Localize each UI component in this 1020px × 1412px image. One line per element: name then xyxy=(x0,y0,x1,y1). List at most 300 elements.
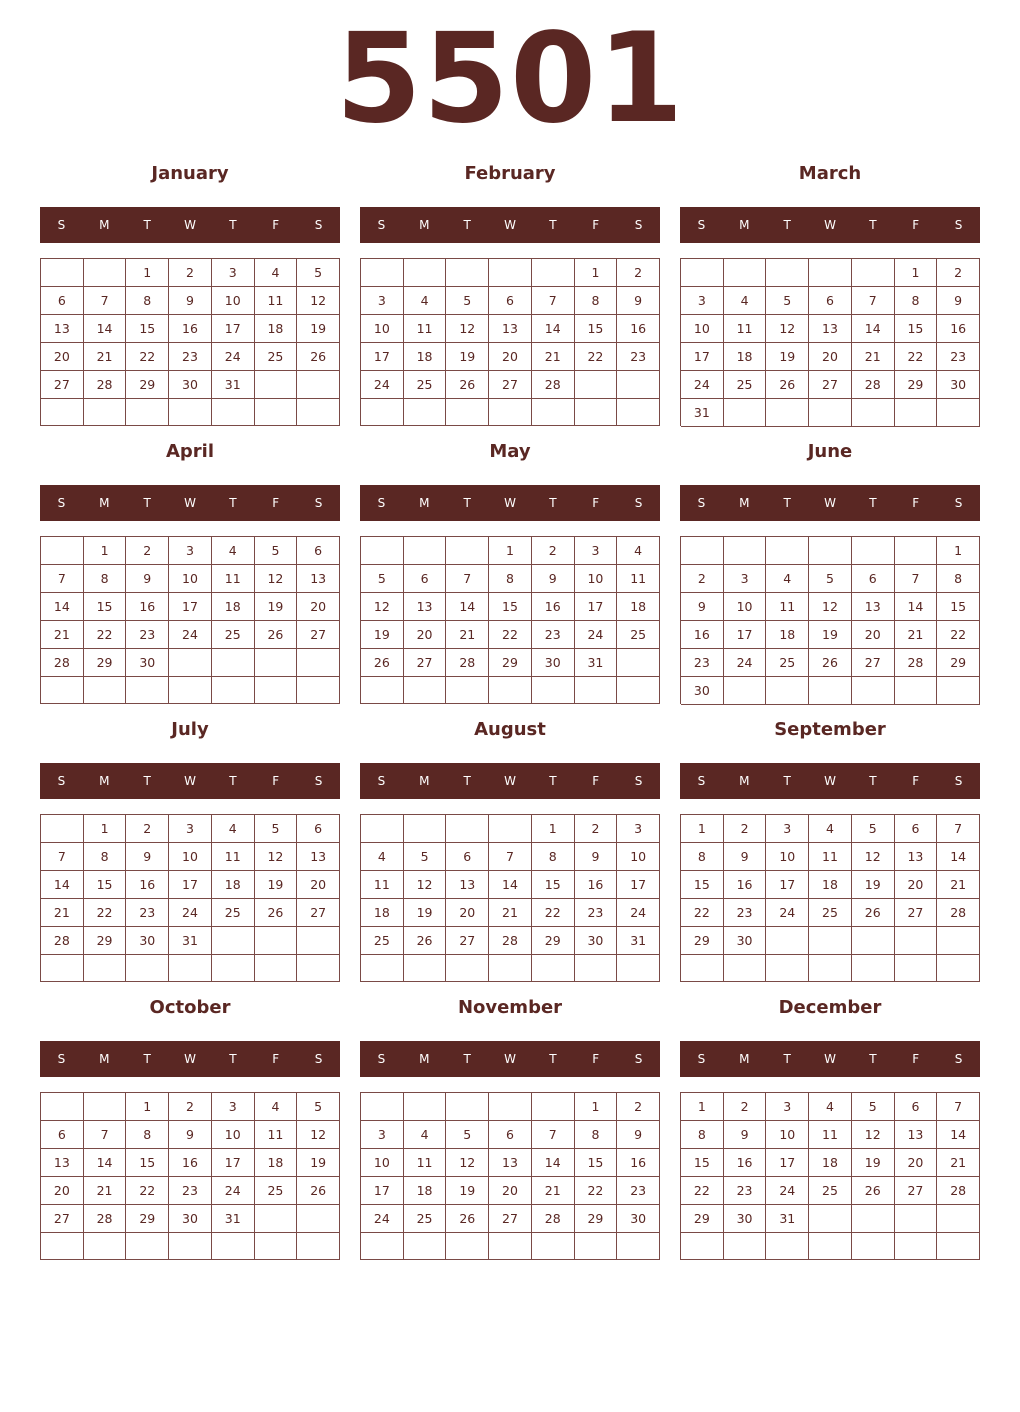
day-cell: 20 xyxy=(489,1177,532,1205)
day-cell: 6 xyxy=(41,1121,84,1149)
empty-cell xyxy=(361,677,404,704)
day-cell: 5 xyxy=(361,565,404,593)
weekday-label: S xyxy=(57,774,66,788)
weekday-label: T xyxy=(783,496,791,510)
month-title: March xyxy=(798,163,862,184)
day-cell: 8 xyxy=(126,1121,169,1149)
weekday-label: T xyxy=(869,774,877,788)
weekday-label: M xyxy=(419,496,430,510)
day-cell: 5 xyxy=(255,537,298,565)
empty-cell xyxy=(617,955,660,982)
day-cell: 26 xyxy=(297,343,340,371)
day-cell: 22 xyxy=(895,343,938,371)
empty-cell xyxy=(84,677,127,704)
day-cell: 3 xyxy=(169,537,212,565)
empty-cell xyxy=(361,259,404,287)
day-cell: 21 xyxy=(895,621,938,649)
empty-cell xyxy=(446,259,489,287)
weekday-label: S xyxy=(954,1052,963,1066)
day-cell: 8 xyxy=(681,1121,724,1149)
empty-cell xyxy=(255,371,298,399)
day-cell: 23 xyxy=(575,899,618,927)
day-cell: 20 xyxy=(852,621,895,649)
empty-cell xyxy=(169,677,212,704)
day-cell: 9 xyxy=(126,843,169,871)
day-cell: 23 xyxy=(681,649,724,677)
day-cell: 2 xyxy=(937,259,980,287)
empty-cell xyxy=(895,399,938,427)
day-cell: 2 xyxy=(724,815,767,843)
day-cell: 21 xyxy=(937,871,980,899)
weekday-label: T xyxy=(783,774,791,788)
day-cell: 8 xyxy=(575,1121,618,1149)
day-cell: 24 xyxy=(681,371,724,399)
day-cell: 30 xyxy=(169,371,212,399)
day-cell: 14 xyxy=(41,593,84,621)
day-cell: 2 xyxy=(681,565,724,593)
day-cell: 14 xyxy=(895,593,938,621)
day-cell: 27 xyxy=(446,927,489,955)
day-cell: 26 xyxy=(297,1177,340,1205)
weekday-header xyxy=(680,207,980,243)
day-cell: 5 xyxy=(446,287,489,315)
weekday-label: S xyxy=(314,496,323,510)
day-cell: 30 xyxy=(126,927,169,955)
day-cell: 5 xyxy=(852,815,895,843)
empty-cell xyxy=(404,1233,447,1260)
empty-cell xyxy=(575,955,618,982)
weekday-label: M xyxy=(99,1052,110,1066)
weekday-label: T xyxy=(143,774,151,788)
empty-cell xyxy=(575,371,618,399)
day-cell: 16 xyxy=(724,871,767,899)
day-cell: 28 xyxy=(446,649,489,677)
day-cell: 10 xyxy=(169,565,212,593)
day-cell: 20 xyxy=(297,593,340,621)
empty-cell xyxy=(809,927,852,955)
empty-cell xyxy=(255,1233,298,1260)
weekday-label: M xyxy=(419,774,430,788)
weekday-header xyxy=(40,485,340,521)
empty-cell xyxy=(41,1093,84,1121)
day-cell: 19 xyxy=(361,621,404,649)
empty-cell xyxy=(126,677,169,704)
empty-cell xyxy=(809,259,852,287)
day-cell: 27 xyxy=(489,371,532,399)
empty-cell xyxy=(41,537,84,565)
day-cell: 2 xyxy=(532,537,575,565)
day-cell: 12 xyxy=(446,1149,489,1177)
day-cell: 13 xyxy=(489,1149,532,1177)
day-cell: 22 xyxy=(575,1177,618,1205)
day-cell: 2 xyxy=(617,259,660,287)
day-cell: 25 xyxy=(212,899,255,927)
day-cell: 7 xyxy=(895,565,938,593)
day-cell: 18 xyxy=(724,343,767,371)
weekday-label: T xyxy=(229,496,237,510)
day-cell: 2 xyxy=(575,815,618,843)
day-cell: 14 xyxy=(489,871,532,899)
day-cell: 4 xyxy=(404,1121,447,1149)
empty-cell xyxy=(404,955,447,982)
day-cell: 13 xyxy=(41,315,84,343)
weekday-label: S xyxy=(697,774,706,788)
day-cell: 22 xyxy=(84,621,127,649)
day-cell: 6 xyxy=(489,287,532,315)
day-cell: 5 xyxy=(852,1093,895,1121)
weekday-label: M xyxy=(739,218,750,232)
weekday-header xyxy=(360,207,660,243)
day-cell: 13 xyxy=(895,1121,938,1149)
empty-cell xyxy=(169,1233,212,1260)
day-cell: 7 xyxy=(84,287,127,315)
day-cell: 10 xyxy=(169,843,212,871)
day-cell: 12 xyxy=(852,1121,895,1149)
day-cell: 1 xyxy=(895,259,938,287)
day-cell: 21 xyxy=(41,899,84,927)
day-cell: 5 xyxy=(404,843,447,871)
empty-cell xyxy=(361,399,404,426)
day-cell: 3 xyxy=(724,565,767,593)
empty-cell xyxy=(895,537,938,565)
day-cell: 10 xyxy=(361,1149,404,1177)
empty-cell xyxy=(766,259,809,287)
day-cell: 27 xyxy=(852,649,895,677)
empty-cell xyxy=(681,537,724,565)
day-grid xyxy=(40,1092,340,1260)
day-cell: 6 xyxy=(489,1121,532,1149)
empty-cell xyxy=(724,399,767,427)
day-cell: 8 xyxy=(489,565,532,593)
day-cell: 15 xyxy=(489,593,532,621)
empty-cell xyxy=(809,537,852,565)
day-cell: 3 xyxy=(617,815,660,843)
month-title: August xyxy=(474,719,546,740)
day-cell: 13 xyxy=(489,315,532,343)
day-cell: 11 xyxy=(404,315,447,343)
day-cell: 29 xyxy=(84,927,127,955)
weekday-label: S xyxy=(377,218,386,232)
empty-cell xyxy=(212,677,255,704)
day-cell: 31 xyxy=(575,649,618,677)
empty-cell xyxy=(489,815,532,843)
empty-cell xyxy=(895,927,938,955)
empty-cell xyxy=(895,1233,938,1260)
day-cell: 5 xyxy=(446,1121,489,1149)
day-cell: 29 xyxy=(126,371,169,399)
empty-cell xyxy=(446,677,489,704)
day-cell: 19 xyxy=(404,899,447,927)
day-cell: 9 xyxy=(937,287,980,315)
day-cell: 4 xyxy=(766,565,809,593)
day-cell: 19 xyxy=(446,1177,489,1205)
empty-cell xyxy=(41,399,84,426)
weekday-label: M xyxy=(739,774,750,788)
day-cell: 16 xyxy=(126,871,169,899)
day-cell: 15 xyxy=(532,871,575,899)
empty-cell xyxy=(404,815,447,843)
day-cell: 12 xyxy=(809,593,852,621)
day-cell: 19 xyxy=(766,343,809,371)
day-cell: 13 xyxy=(446,871,489,899)
day-cell: 14 xyxy=(84,315,127,343)
day-cell: 2 xyxy=(724,1093,767,1121)
empty-cell xyxy=(489,955,532,982)
day-cell: 6 xyxy=(404,565,447,593)
day-cell: 28 xyxy=(532,1205,575,1233)
empty-cell xyxy=(489,259,532,287)
day-cell: 18 xyxy=(809,871,852,899)
empty-cell xyxy=(255,927,298,955)
day-cell: 7 xyxy=(937,1093,980,1121)
day-cell: 6 xyxy=(852,565,895,593)
day-cell: 4 xyxy=(617,537,660,565)
day-grid xyxy=(680,536,980,704)
month-title: February xyxy=(464,163,556,184)
day-cell: 9 xyxy=(617,287,660,315)
day-cell: 30 xyxy=(575,927,618,955)
weekday-header xyxy=(680,485,980,521)
empty-cell xyxy=(766,399,809,427)
day-cell: 1 xyxy=(681,815,724,843)
day-cell: 19 xyxy=(809,621,852,649)
day-cell: 11 xyxy=(255,287,298,315)
day-cell: 12 xyxy=(766,315,809,343)
empty-cell xyxy=(446,537,489,565)
weekday-label: W xyxy=(824,1052,836,1066)
empty-cell xyxy=(84,1093,127,1121)
day-cell: 22 xyxy=(681,1177,724,1205)
day-cell: 26 xyxy=(361,649,404,677)
day-grid xyxy=(680,258,980,426)
day-cell: 18 xyxy=(255,315,298,343)
day-cell: 28 xyxy=(937,1177,980,1205)
day-cell: 10 xyxy=(681,315,724,343)
weekday-label: W xyxy=(504,218,516,232)
empty-cell xyxy=(212,1233,255,1260)
day-cell: 4 xyxy=(361,843,404,871)
day-cell: 15 xyxy=(681,1149,724,1177)
day-cell: 8 xyxy=(84,843,127,871)
day-cell: 14 xyxy=(532,315,575,343)
day-cell: 24 xyxy=(575,621,618,649)
empty-cell xyxy=(532,1233,575,1260)
weekday-label: S xyxy=(377,496,386,510)
day-cell: 19 xyxy=(446,343,489,371)
day-cell: 10 xyxy=(766,843,809,871)
weekday-label: M xyxy=(419,218,430,232)
day-cell: 24 xyxy=(212,1177,255,1205)
day-cell: 9 xyxy=(126,565,169,593)
empty-cell xyxy=(617,1233,660,1260)
weekday-header xyxy=(40,763,340,799)
day-cell: 6 xyxy=(895,1093,938,1121)
empty-cell xyxy=(255,649,298,677)
empty-cell xyxy=(446,1233,489,1260)
day-cell: 9 xyxy=(681,593,724,621)
day-cell: 16 xyxy=(937,315,980,343)
day-cell: 7 xyxy=(532,287,575,315)
weekday-label: F xyxy=(592,774,600,788)
day-cell: 15 xyxy=(937,593,980,621)
day-cell: 16 xyxy=(532,593,575,621)
day-cell: 1 xyxy=(575,1093,618,1121)
day-cell: 21 xyxy=(852,343,895,371)
day-cell: 6 xyxy=(297,537,340,565)
empty-cell xyxy=(255,399,298,426)
empty-cell xyxy=(532,955,575,982)
day-cell: 3 xyxy=(169,815,212,843)
day-cell: 3 xyxy=(212,1093,255,1121)
empty-cell xyxy=(404,259,447,287)
empty-cell xyxy=(532,259,575,287)
day-cell: 6 xyxy=(446,843,489,871)
day-cell: 11 xyxy=(724,315,767,343)
day-cell: 12 xyxy=(446,315,489,343)
weekday-label: S xyxy=(634,1052,643,1066)
weekday-label: S xyxy=(697,218,706,232)
empty-cell xyxy=(575,399,618,426)
day-cell: 2 xyxy=(169,1093,212,1121)
day-cell: 11 xyxy=(255,1121,298,1149)
day-cell: 6 xyxy=(297,815,340,843)
day-cell: 11 xyxy=(617,565,660,593)
day-cell: 17 xyxy=(361,1177,404,1205)
empty-cell xyxy=(41,1233,84,1260)
day-cell: 16 xyxy=(126,593,169,621)
day-cell: 5 xyxy=(297,1093,340,1121)
day-cell: 14 xyxy=(937,1121,980,1149)
month-title: January xyxy=(151,163,229,184)
day-cell: 27 xyxy=(895,899,938,927)
day-cell: 22 xyxy=(575,343,618,371)
day-cell: 25 xyxy=(809,1177,852,1205)
empty-cell xyxy=(617,649,660,677)
empty-cell xyxy=(937,1233,980,1260)
weekday-label: W xyxy=(824,218,836,232)
weekday-label: T xyxy=(783,1052,791,1066)
day-cell: 15 xyxy=(126,1149,169,1177)
empty-cell xyxy=(446,399,489,426)
empty-cell xyxy=(169,955,212,982)
day-cell: 18 xyxy=(404,343,447,371)
day-cell: 5 xyxy=(809,565,852,593)
day-cell: 8 xyxy=(532,843,575,871)
day-cell: 15 xyxy=(575,315,618,343)
weekday-label: S xyxy=(57,496,66,510)
day-cell: 3 xyxy=(766,815,809,843)
day-cell: 24 xyxy=(169,899,212,927)
day-cell: 7 xyxy=(41,565,84,593)
day-cell: 18 xyxy=(212,871,255,899)
day-cell: 7 xyxy=(489,843,532,871)
weekday-label: W xyxy=(184,218,196,232)
day-cell: 11 xyxy=(404,1149,447,1177)
weekday-header xyxy=(40,1041,340,1077)
weekday-label: T xyxy=(549,1052,557,1066)
day-cell: 4 xyxy=(255,259,298,287)
day-cell: 16 xyxy=(169,315,212,343)
day-cell: 14 xyxy=(446,593,489,621)
day-cell: 11 xyxy=(361,871,404,899)
empty-cell xyxy=(297,1233,340,1260)
month-title: May xyxy=(489,441,531,462)
empty-cell xyxy=(404,537,447,565)
day-cell: 21 xyxy=(937,1149,980,1177)
empty-cell xyxy=(681,259,724,287)
day-cell: 15 xyxy=(126,315,169,343)
day-grid xyxy=(40,814,340,982)
day-cell: 24 xyxy=(212,343,255,371)
empty-cell xyxy=(361,1093,404,1121)
month-title: December xyxy=(778,997,882,1018)
day-cell: 13 xyxy=(297,843,340,871)
weekday-label: S xyxy=(634,774,643,788)
day-cell: 17 xyxy=(766,1149,809,1177)
day-cell: 2 xyxy=(126,537,169,565)
day-cell: 22 xyxy=(489,621,532,649)
month-title: November xyxy=(457,997,563,1018)
empty-cell xyxy=(937,677,980,705)
day-cell: 18 xyxy=(255,1149,298,1177)
day-cell: 4 xyxy=(404,287,447,315)
empty-cell xyxy=(895,955,938,982)
empty-cell xyxy=(724,537,767,565)
day-cell: 27 xyxy=(895,1177,938,1205)
day-cell: 28 xyxy=(41,649,84,677)
weekday-label: S xyxy=(377,774,386,788)
empty-cell xyxy=(84,955,127,982)
empty-cell xyxy=(404,399,447,426)
weekday-label: S xyxy=(314,774,323,788)
empty-cell xyxy=(361,537,404,565)
empty-cell xyxy=(84,399,127,426)
day-cell: 14 xyxy=(41,871,84,899)
day-cell: 8 xyxy=(84,565,127,593)
empty-cell xyxy=(255,955,298,982)
empty-cell xyxy=(766,1233,809,1260)
day-cell: 23 xyxy=(617,343,660,371)
day-cell: 27 xyxy=(41,371,84,399)
weekday-label: W xyxy=(184,1052,196,1066)
day-cell: 20 xyxy=(41,343,84,371)
day-cell: 29 xyxy=(681,1205,724,1233)
day-cell: 6 xyxy=(809,287,852,315)
weekday-label: T xyxy=(463,496,471,510)
empty-cell xyxy=(937,927,980,955)
empty-cell xyxy=(852,677,895,705)
empty-cell xyxy=(575,677,618,704)
empty-cell xyxy=(41,815,84,843)
day-cell: 26 xyxy=(255,899,298,927)
day-cell: 4 xyxy=(724,287,767,315)
day-cell: 9 xyxy=(169,287,212,315)
weekday-label: F xyxy=(272,218,280,232)
day-cell: 11 xyxy=(212,565,255,593)
weekday-label: T xyxy=(549,774,557,788)
day-cell: 10 xyxy=(212,287,255,315)
day-cell: 26 xyxy=(446,371,489,399)
empty-cell xyxy=(617,371,660,399)
day-cell: 11 xyxy=(212,843,255,871)
day-cell: 17 xyxy=(724,621,767,649)
day-cell: 16 xyxy=(681,621,724,649)
weekday-label: T xyxy=(783,218,791,232)
day-cell: 15 xyxy=(575,1149,618,1177)
day-cell: 25 xyxy=(212,621,255,649)
day-cell: 26 xyxy=(766,371,809,399)
day-cell: 29 xyxy=(575,1205,618,1233)
